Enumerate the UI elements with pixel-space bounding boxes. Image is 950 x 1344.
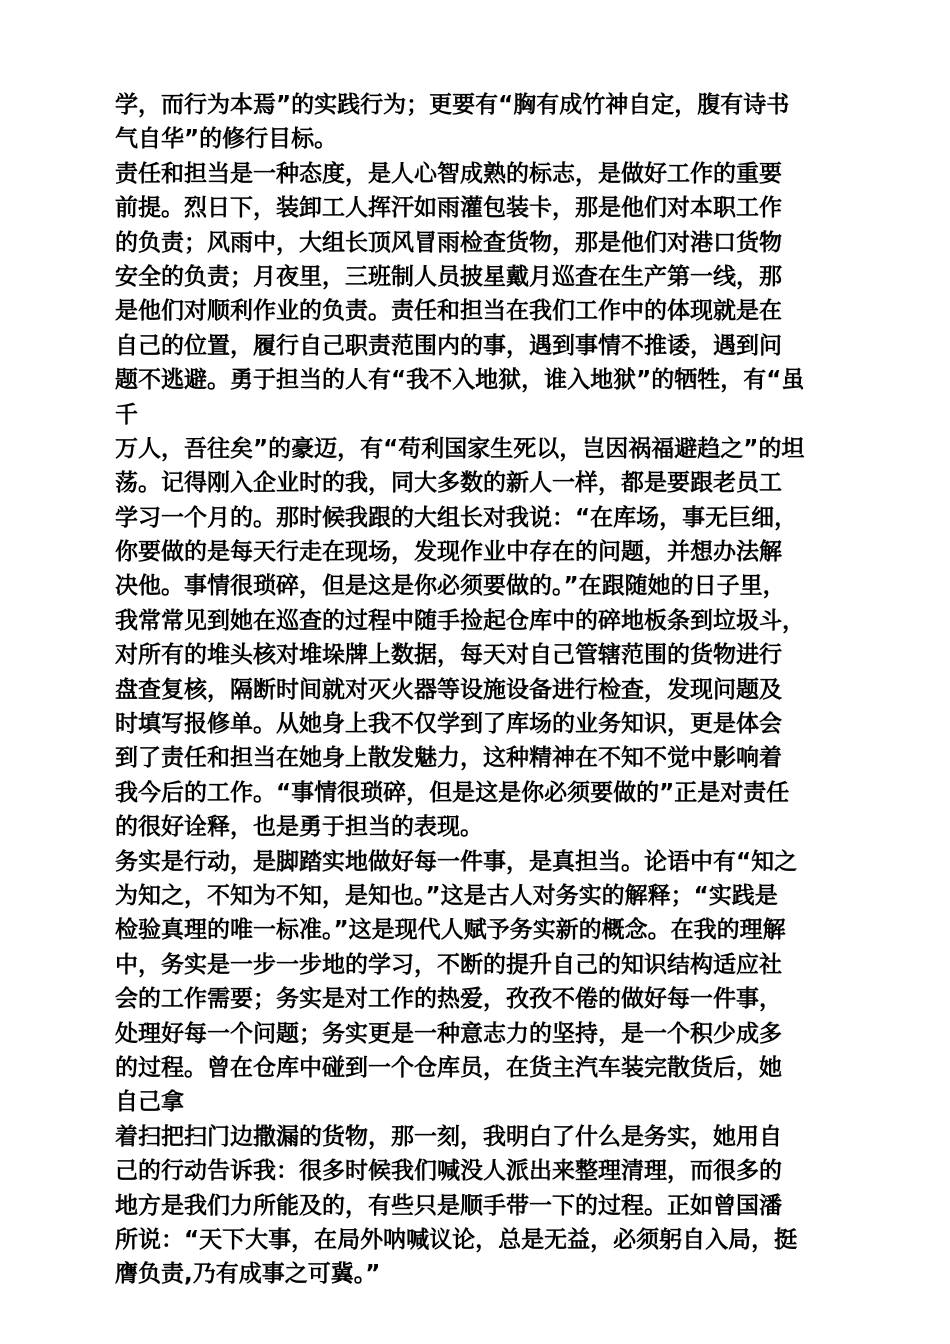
text-line: 学习一个月的。那时候我跟的大组长对我说：“在库场，事无巨细，: [115, 504, 798, 531]
text-line: 我常常见到她在巡查的过程中随手捡起仓库中的碎地板条到垃圾斗，: [115, 607, 805, 634]
text-line: 万人，吾往矣”的豪迈，有“苟利国家生死以，岂因祸福避趋之”的坦: [115, 435, 805, 462]
text-line: 到了责任和担当在她身上散发魅力，这种精神在不知不觉中影响着: [115, 745, 782, 772]
text-line: 题不逃避。勇于担当的人有“我不入地狱，谁入地狱”的牺牲，有“虽: [115, 367, 805, 394]
text-line: 所说：“天下大事，在局外呐喊议论，总是无益，必须躬自入局，挺: [115, 1226, 798, 1253]
text-line: 膺负责,乃有成事之可冀。”: [115, 1261, 381, 1288]
text-line: 我今后的工作。“事情很琐碎，但是这是你必须要做的”正是对责任: [115, 779, 790, 806]
text-line: 自己拿: [115, 1089, 184, 1116]
text-line: 务实是行动，是脚踏实地做好每一件事，是真担当。论语中有“知之: [115, 848, 798, 875]
text-line: 荡。记得刚入企业时的我，同大多数的新人一样，都是要跟老员工: [115, 470, 782, 497]
text-line: 着扫把扫门边撒漏的货物，那一刻，我明白了什么是务实，她用自: [115, 1123, 782, 1150]
text-line: 的很好诠释，也是勇于担当的表现。: [115, 814, 483, 841]
text-line: 前提。烈日下，装卸工人挥汗如雨灌包装卡，那是他们对本职工作: [115, 195, 782, 222]
text-line: 决他。事情很琐碎，但是这是你必须要做的。”在跟随她的日子里，: [115, 573, 786, 600]
text-line: 会的工作需要；务实是对工作的热爱，孜孜不倦的做好每一件事，: [115, 986, 782, 1013]
text-line: 为知之，不知为不知，是知也。”这是古人对务实的解释；“实践是: [115, 882, 778, 909]
document-page: [115, 88, 835, 1292]
text-line: 中，务实是一步一步地的学习，不断的提升自己的知识结构适应社: [115, 951, 782, 978]
text-line: 时填写报修单。从她身上我不仅学到了库场的业务知识，更是体会: [115, 711, 782, 738]
text-line: 对所有的堆头核对堆垛牌上数据，每天对自己管辖范围的货物进行: [115, 642, 782, 669]
text-line: 处理好每一个问题；务实更是一种意志力的坚持，是一个积少成多: [115, 1020, 782, 1047]
text-line: 责任和担当是一种态度，是人心智成熟的标志，是做好工作的重要: [115, 160, 782, 187]
text-line: 学，而行为本焉”的实践行为；更要有“胸有成竹神自定，腹有诗书: [115, 92, 790, 118]
text-line: 安全的负责；月夜里，三班制人员披星戴月巡查在生产第一线，那: [115, 263, 782, 290]
text-line: 的过程。曾在仓库中碰到一个仓库员，在货主汽车装完散货后，她: [115, 1054, 782, 1081]
text-line: 千: [115, 401, 138, 428]
text-line: 的负责；风雨中，大组长顶风冒雨检查货物，那是他们对港口货物: [115, 229, 782, 256]
text-line: 是他们对顺利作业的负责。责任和担当在我们工作中的体现就是在: [115, 298, 782, 325]
text-line: 地方是我们力所能及的，有些只是顺手带一下的过程。正如曾国潘: [115, 1192, 782, 1219]
text-line: 检验真理的唯一标准。”这是现代人赋予务实新的概念。在我的理解: [115, 917, 786, 944]
text-line: 气自华”的修行目标。: [115, 126, 338, 153]
text-line: 你要做的是每天行走在现场，发现作业中存在的问题，并想办法解: [115, 539, 782, 566]
text-line: 己的行动告诉我：很多时候我们喊没人派出来整理清理，而很多的: [115, 1158, 782, 1185]
text-line: 自己的位置，履行自己职责范围内的事，遇到事情不推诿，遇到问: [115, 332, 782, 359]
text-line: 盘查复核，隔断时间就对灭火器等设施设备进行检查，发现问题及: [115, 676, 782, 703]
